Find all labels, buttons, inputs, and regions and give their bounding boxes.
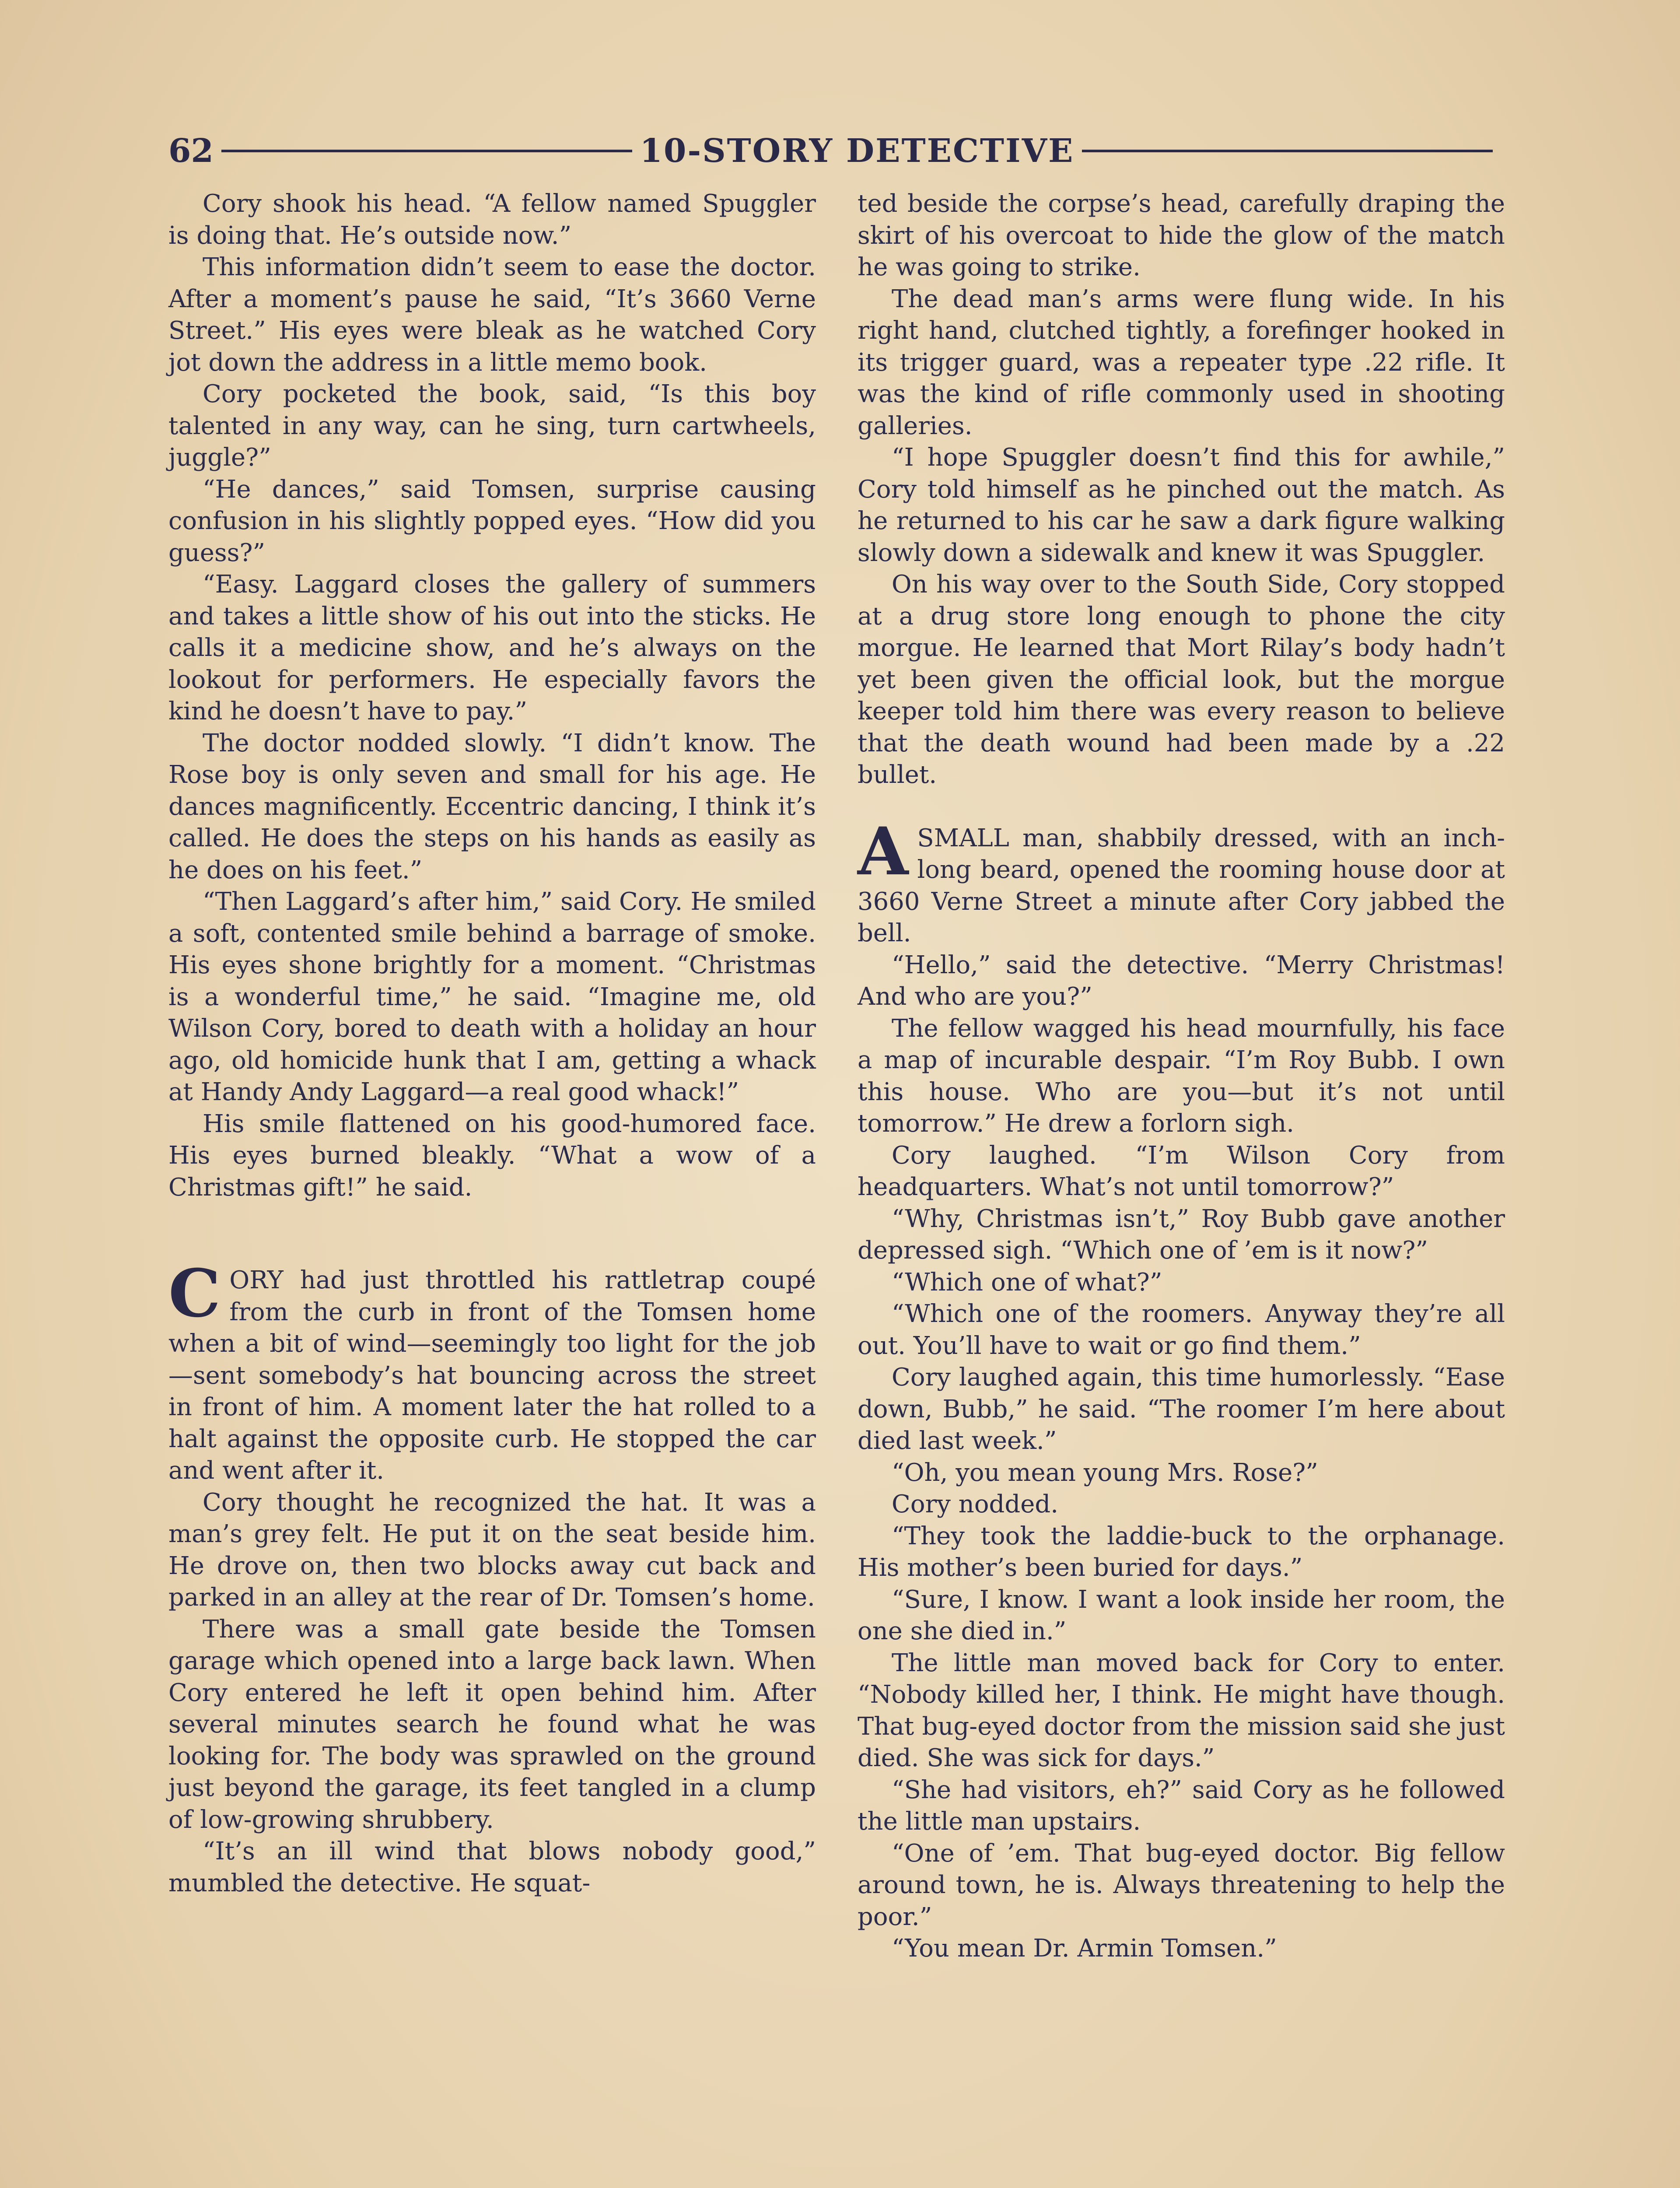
section-opening-text: SMALL man, shabbily dressed, with an inch-long beard, opened the rooming house door at 3660 Verne Street a minute after Cory jabbed the bell. xyxy=(858,824,1505,947)
section-opening-paragraph xyxy=(858,813,1505,950)
page-number: 62 xyxy=(168,132,214,170)
page-header xyxy=(168,127,1501,175)
paragraph: Cory thought he recognized the hat. It was a man’s grey felt. He put it on the seat beside him. He drove on, then two blocks away cut back and parked in an alley at the rear of Dr. Tomsen’s home. xyxy=(168,1488,816,1612)
continued-paragraph: ted beside the corpse’s head, carefully draping the skirt of his overcoat to hide the glow of the match he was going to strike. xyxy=(858,189,1505,281)
right-column xyxy=(858,188,1505,1965)
left-column xyxy=(168,188,816,1899)
header-rule-right xyxy=(1082,150,1493,152)
paragraph: “I hope Spuggler doesn’t find this for awhile,” Cory told himself as he pinched out the match. As he returned to his car he saw a dark figure walking slowly down a sidewalk and knew it was Spuggler. xyxy=(858,443,1505,567)
paragraph: The little man moved back for Cory to enter. “Nobody killed her, I think. He might have though. That bug-eyed doctor from the mission said she just died. She was sick for days.” xyxy=(858,1648,1505,1772)
paragraph: There was a small gate beside the Tomsen garage which opened into a large back lawn. When Cory entered he left it open behind him. After several minutes search he found what he was looking for. The body was sprawled on the ground just beyond the garage, its feet tangled in a clump of low-growing shrubbery. xyxy=(168,1615,816,1834)
paragraph: “It’s an ill wind that blows nobody good,” mumbled the detective. He squat- xyxy=(168,1837,816,1897)
paragraph: “Hello,” said the detective. “Merry Christmas! And who are you?” xyxy=(858,950,1505,1011)
paragraph: The fellow wagged his head mournfully, his face a map of incurable despair. “I’m Roy Bubb. I own this house. Who are you—but it’s not until tomorrow.” He drew a forlorn sigh. xyxy=(858,1014,1505,1138)
paragraph: His smile flattened on his good-humored face. His eyes burned bleakly. “What a wow of a Christmas gift!” he said. xyxy=(168,1109,816,1202)
paragraph: “He dances,” said Tomsen, surprise causing confusion in his slightly popped eyes. “How did you guess?” xyxy=(168,475,816,567)
paragraph: “You mean Dr. Armin Tomsen.” xyxy=(892,1934,1277,1963)
section-opening-paragraph xyxy=(168,1255,816,1487)
paragraph: This information didn’t seem to ease the doctor. After a moment’s pause he said, “It’s 3660 Verne Street.” His eyes were bleak as he watched Cory jot down the address in a little memo book. xyxy=(168,253,816,377)
paragraph: On his way over to the South Side, Cory stopped at a drug store long enough to phone the city morgue. He learned that Mort Rilay’s body hadn’t yet been given the official look, but the morgue keeper told him there was every reason to believe that the death wound had been made by a .22 bullet. xyxy=(858,570,1505,789)
paragraph: “Oh, you mean young Mrs. Rose?” xyxy=(892,1458,1318,1487)
drop-cap-letter: A xyxy=(858,813,909,890)
paragraph: Cory shook his head. “A fellow named Spuggler is doing that. He’s outside now.” xyxy=(168,189,816,250)
paragraph: “Sure, I know. I want a look inside her room, the one she died in.” xyxy=(858,1585,1505,1645)
paragraph: Cory laughed again, this time humorlessly. “Ease down, Bubb,” he said. “The roomer I’m here about died last week.” xyxy=(858,1363,1505,1455)
paragraph: Cory pocketed the book, said, “Is this boy talented in any way, can he sing, turn cartwheels, juggle?” xyxy=(168,380,816,472)
paragraph: “She had visitors, eh?” said Cory as he followed the little man upstairs. xyxy=(858,1775,1505,1836)
paragraph: “Which one of what?” xyxy=(892,1268,1162,1297)
paragraph: The dead man’s arms were flung wide. In his right hand, clutched tightly, a forefinger hooked in its trigger guard, was a repeater type .22 rifle. It was the kind of rifle commonly used in shooting galleries. xyxy=(858,284,1505,440)
paragraph: “One of ’em. That bug-eyed doctor. Big fellow around town, he is. Always threatening to help the poor.” xyxy=(858,1839,1505,1931)
paragraph: “Easy. Laggard closes the gallery of summers and takes a little show of his out into the sticks. He calls it a medicine show, and he’s always on the lookout for performers. He especially favors the kind he doesn’t have to pay.” xyxy=(168,570,816,726)
paragraph: The doctor nodded slowly. “I didn’t know. The Rose boy is only seven and small for his age. He dances magnificently. Eccentric dancing, I think it’s called. He does the steps on his hands as easily as he does on his feet.” xyxy=(168,729,816,884)
section-opening-text: ORY had just throttled his rattletrap coupé from the curb in front of the Tomsen home when a bit of wind—seemingly too light for the job—sent somebody’s hat bouncing across the street in front of him. A moment later the hat rolled to a halt against the opposite curb. He stopped the car and went after it. xyxy=(168,1266,816,1485)
paragraph: Cory nodded. xyxy=(892,1490,1059,1518)
header-rule-left xyxy=(221,150,632,152)
magazine-title: 10-STORY DETECTIVE xyxy=(640,132,1074,170)
paragraph: “Then Laggard’s after him,” said Cory. He smiled a soft, contented smile behind a barrage of smoke. His eyes shone brightly for a moment. “Christmas is a wonderful time,” he said. “Imagine me, old Wilson Cory, bored to death with a holiday an hour ago, old homicide hunk that I am, getting a whack at Handy Andy Laggard—a real good whack!” xyxy=(168,887,816,1106)
paragraph: “They took the laddie-buck to the orphanage. His mother’s been buried for days.” xyxy=(858,1522,1505,1582)
paragraph: “Why, Christmas isn’t,” Roy Bubb gave another depressed sigh. “Which one of ’em is it now?” xyxy=(858,1204,1505,1265)
paragraph: Cory laughed. “I’m Wilson Cory from headquarters. What’s not until tomorrow?” xyxy=(858,1141,1505,1201)
drop-cap-letter: C xyxy=(168,1255,221,1332)
paragraph: “Which one of the roomers. Anyway they’re all out. You’ll have to wait or go find them.” xyxy=(858,1300,1505,1360)
